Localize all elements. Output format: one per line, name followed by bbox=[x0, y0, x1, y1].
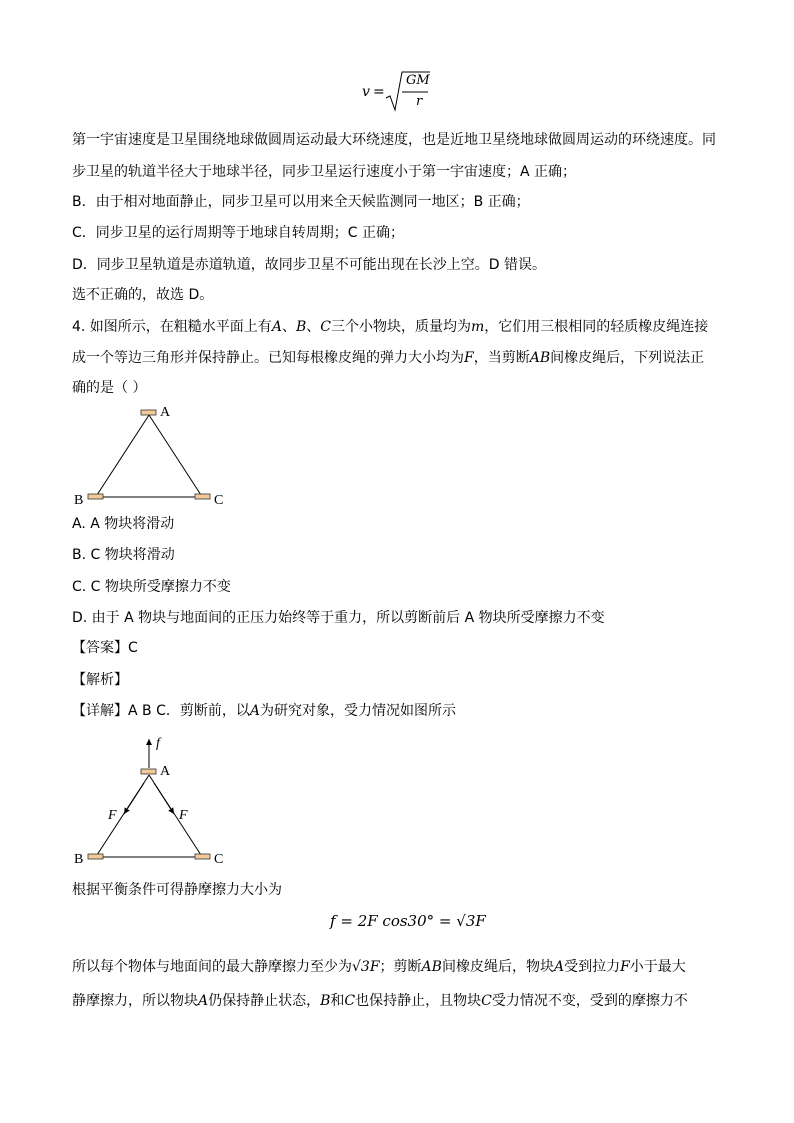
last-text-i: 也保持静止，且物块 bbox=[355, 993, 482, 1009]
fig1-label-c: C bbox=[214, 493, 224, 508]
option-a: A. A 物块将滑动 bbox=[72, 516, 175, 532]
last-text-h: 和 bbox=[330, 993, 345, 1009]
q4-sep-1: 、 bbox=[281, 319, 296, 335]
option-b: B. C 物块将滑动 bbox=[72, 547, 175, 563]
option-d: D. 由于 A 物块与地面间的正压力始终等于重力，所以剪断前后 A 物块所受摩擦力不变 bbox=[72, 610, 605, 626]
last-line-2 bbox=[72, 991, 688, 1011]
block-b-icon bbox=[88, 854, 103, 859]
formula-v bbox=[360, 70, 440, 114]
q4-text-f: 间橡皮绳后，下列说法正 bbox=[550, 350, 705, 366]
formula-v-den: r bbox=[416, 94, 423, 109]
q4-var-a: A bbox=[271, 319, 282, 335]
option-c-previous: C．同步卫星的运行周期等于地球自转周期；C 正确； bbox=[72, 225, 404, 241]
q4-var-f: F bbox=[464, 350, 474, 366]
fig2-label-force-right: F bbox=[179, 808, 188, 823]
detail-line bbox=[72, 701, 456, 721]
last-text-c: 间橡皮绳后，物块 bbox=[441, 959, 554, 975]
last-var-c: C bbox=[344, 993, 356, 1009]
option-c: C. C 物块所受摩擦力不变 bbox=[72, 579, 231, 595]
question-4-line-3: 确的是（ ） bbox=[72, 380, 147, 396]
q4-var-b: B bbox=[295, 319, 307, 335]
formula-v-num: GM bbox=[406, 73, 430, 88]
last-var-a1: A bbox=[553, 959, 565, 975]
q4-var-ab: AB bbox=[529, 350, 551, 366]
formula-f-eq-2: = bbox=[438, 912, 452, 930]
q4-text-a: 4. 如图所示，在粗糙水平面上有 bbox=[72, 319, 272, 335]
q4-text-c: ，它们用三根相同的轻质橡皮绳连接 bbox=[484, 319, 709, 335]
formula-f bbox=[330, 912, 486, 930]
triangle-figure-1 bbox=[74, 402, 240, 510]
force-arrow-left-icon bbox=[124, 783, 144, 814]
paragraph-line-2: 步卫星的轨道半径大于地球半径，同步卫星运行速度小于第一宇宙速度；A 正确； bbox=[72, 164, 577, 180]
last-text-j: 受力情况不变，受到的摩擦力不 bbox=[491, 993, 688, 1009]
last-line-1 bbox=[72, 957, 686, 977]
last-var-c2: C bbox=[481, 993, 492, 1009]
last-var-b: B bbox=[320, 993, 331, 1009]
detail-suffix: 为研究对象，受力情况如图所示 bbox=[259, 703, 456, 719]
fig2-label-a: A bbox=[160, 764, 171, 779]
force-diagram-figure-2 bbox=[74, 730, 240, 870]
last-var-f: F bbox=[620, 959, 630, 975]
formula-f-rhs-2: √3F bbox=[456, 912, 486, 930]
last-text-d: 受到拉力 bbox=[564, 959, 621, 975]
formula-v-eq: = bbox=[373, 84, 385, 100]
q4-var-m: m bbox=[470, 319, 485, 335]
q4-var-c: C bbox=[320, 319, 331, 335]
block-b-icon bbox=[88, 494, 103, 499]
block-c-icon bbox=[195, 854, 210, 859]
detail-prefix: 【详解】A B C．剪断前，以 bbox=[72, 703, 250, 719]
fig2-label-c: C bbox=[214, 852, 224, 867]
last-var-a2: A bbox=[198, 993, 209, 1009]
analysis-label: 【解析】 bbox=[72, 672, 128, 688]
formula-f-rhs-1: 2F cos30° bbox=[357, 912, 435, 930]
answer-label: 【答案】C bbox=[72, 640, 138, 656]
fig2-label-force-left: F bbox=[108, 808, 117, 823]
option-b-previous: B．由于相对地面静止，同步卫星可以用来全天候监测同一地区；B 正确； bbox=[72, 194, 530, 210]
last-text-a: 所以每个物体与地面间的最大静摩擦力至少为 bbox=[72, 959, 352, 975]
question-4-line-1 bbox=[72, 317, 708, 337]
q4-text-b: 三个小物块，质量均为 bbox=[330, 319, 471, 335]
block-a-icon bbox=[141, 410, 156, 415]
block-a-icon bbox=[141, 769, 156, 774]
balance-text: 根据平衡条件可得静摩擦力大小为 bbox=[72, 882, 282, 898]
fig1-label-a: A bbox=[160, 405, 171, 420]
block-c-icon bbox=[195, 494, 210, 499]
last-text-g: 仍保持静止状态， bbox=[208, 993, 321, 1009]
fig2-label-b: B bbox=[74, 852, 84, 867]
formula-v-lhs: v bbox=[362, 84, 370, 100]
formula-f-lhs: f bbox=[330, 912, 336, 930]
q4-text-e: ，当剪断 bbox=[473, 350, 530, 366]
last-text-b: ；剪断 bbox=[379, 959, 422, 975]
formula-f-eq-1: = bbox=[340, 912, 353, 930]
detail-var-a: A bbox=[249, 703, 260, 719]
q4-text-d: 成一个等边三角形并保持静止。已知每根橡皮绳的弹力大小均为 bbox=[72, 350, 464, 366]
option-d-previous: D．同步卫星轨道是赤道轨道，故同步卫星不可能出现在长沙上空。D 错误。 bbox=[72, 257, 547, 273]
last-sqrt3f: √3F bbox=[352, 959, 380, 975]
paragraph-line-1: 第一宇宙速度是卫星围绕地球做圆周运动最大环绕速度，也是近地卫星绕地球做圆周运动的环绕速度。同 bbox=[72, 132, 716, 148]
q4-sep-2: 、 bbox=[306, 319, 321, 335]
fig2-label-f: f bbox=[156, 736, 160, 751]
force-arrow-right-icon bbox=[154, 783, 174, 814]
last-text-f: 静摩擦力，所以物块 bbox=[72, 993, 198, 1009]
fig1-label-b: B bbox=[74, 493, 84, 508]
last-var-ab: AB bbox=[421, 959, 442, 975]
question-4-line-2 bbox=[72, 348, 704, 368]
last-text-e: 小于最大 bbox=[629, 959, 686, 975]
conclusion-line: 选不正确的，故选 D。 bbox=[72, 287, 214, 303]
